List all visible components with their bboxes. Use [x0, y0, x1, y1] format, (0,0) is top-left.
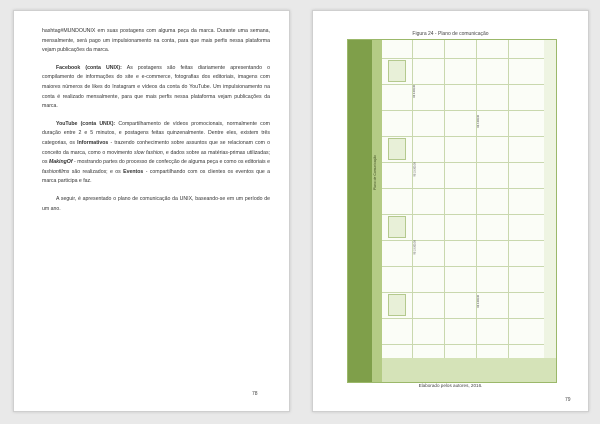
grid-line [382, 344, 556, 345]
page-number: 78 [252, 391, 258, 397]
table-cell [388, 294, 406, 316]
communication-plan-table [347, 39, 557, 383]
figure-caption: Figura 24 - Plano de comunicação [412, 31, 489, 37]
youtube-body-d: - mostrando partes do processo de confecção de alguma peça e como os editoriais e [74, 159, 270, 166]
grid-line [382, 266, 556, 267]
youtube-body-f: - compartilhando com os clientes os eventos que a marca participa e faz. [42, 168, 270, 185]
term-slow-fashion: slow fashion [133, 149, 163, 156]
document-page-left [13, 10, 290, 412]
term-makingof: MakingOf [48, 159, 73, 166]
cell-value-c: R$ 10.000,00 [413, 240, 417, 255]
document-page-right [312, 10, 589, 412]
grid-line [508, 40, 509, 382]
row-header-column [348, 40, 372, 382]
grid-line [382, 188, 556, 189]
table-cell [388, 138, 406, 160]
month-header-column [372, 40, 382, 382]
youtube-body-a: Compartilhamento de vídeos promocionais, normalmente com duração entre 2 e 5 minutos, e postagens feitas quinzenalmente. Dentre eles, existem três categorias, os [42, 120, 270, 146]
page-number: 79 [565, 397, 571, 403]
paragraph-youtube [42, 120, 270, 187]
side-band [544, 40, 556, 382]
facebook-title: Facebook (conta UNIX): [56, 64, 122, 71]
grid-line [382, 240, 556, 241]
paragraph-instagram-end [42, 27, 270, 56]
grid-line [382, 292, 556, 293]
youtube-title: YouTube (conta UNIX): [56, 120, 116, 127]
table-cell [388, 216, 406, 238]
bottom-band [382, 358, 556, 382]
table-header-label: Plano de Comunicação [373, 154, 377, 190]
body-text [42, 27, 270, 222]
grid-line [382, 110, 556, 111]
cell-value-a: R$ 3.000,00 [413, 84, 417, 99]
term-eventos: Eventos [123, 168, 144, 175]
grid-line [476, 40, 477, 382]
paragraph-1-text: hashtag#MUNDOUNIX em suas postagens com alguma peça da marca. Durante uma semana, mensalmente, será pago um impulsionamento na conta, para que mais perfis nessa plataforma vejam publicações da marca. [42, 28, 270, 54]
grid-line [382, 318, 556, 319]
grid-line [444, 40, 445, 382]
cell-value-e: R$ 3.000,00 [477, 294, 481, 309]
grid-line [382, 162, 556, 163]
term-fashionfilms: fashionfilms [42, 168, 70, 175]
paragraph-facebook [42, 64, 270, 112]
facebook-body: As postagens são feitas diariamente apresentando o compilamento de informações do site e e-commerce, fotografias dos editoriais, imagens com maiores números de likes do Instagram e vídeos da conta do YouTube. Um impulsionamento na conta é realizado mensalmente, para que mais perfis nessa plataforma vejam publicações da marca. [42, 64, 270, 110]
cell-value-d: R$ 4.000,00 [477, 114, 481, 129]
figure-source: Elaborado pelos autores, 2016. [418, 383, 483, 388]
youtube-body-c: , e dados sobre as matérias-primas utilizadas; os [42, 149, 271, 166]
grid-line [382, 136, 556, 137]
table-cell [388, 60, 406, 82]
youtube-body-e: são realizados; e os [71, 168, 121, 175]
paragraph-4-text: A seguir, é apresentado o plano de comunicação da UNIX, baseando-se em um período de um ano. [42, 195, 270, 212]
paragraph-intro-plan [42, 195, 270, 214]
term-informativos: Informativos [77, 139, 109, 146]
grid-line [382, 84, 556, 85]
grid-line [382, 58, 556, 59]
youtube-body-b: - trazendo conhecimento sobre assuntos que se relacionam com o conceito da marca, como o movimento [42, 139, 270, 156]
cell-value-b: R$ 15.000,00 [413, 162, 417, 177]
grid-line [382, 214, 556, 215]
